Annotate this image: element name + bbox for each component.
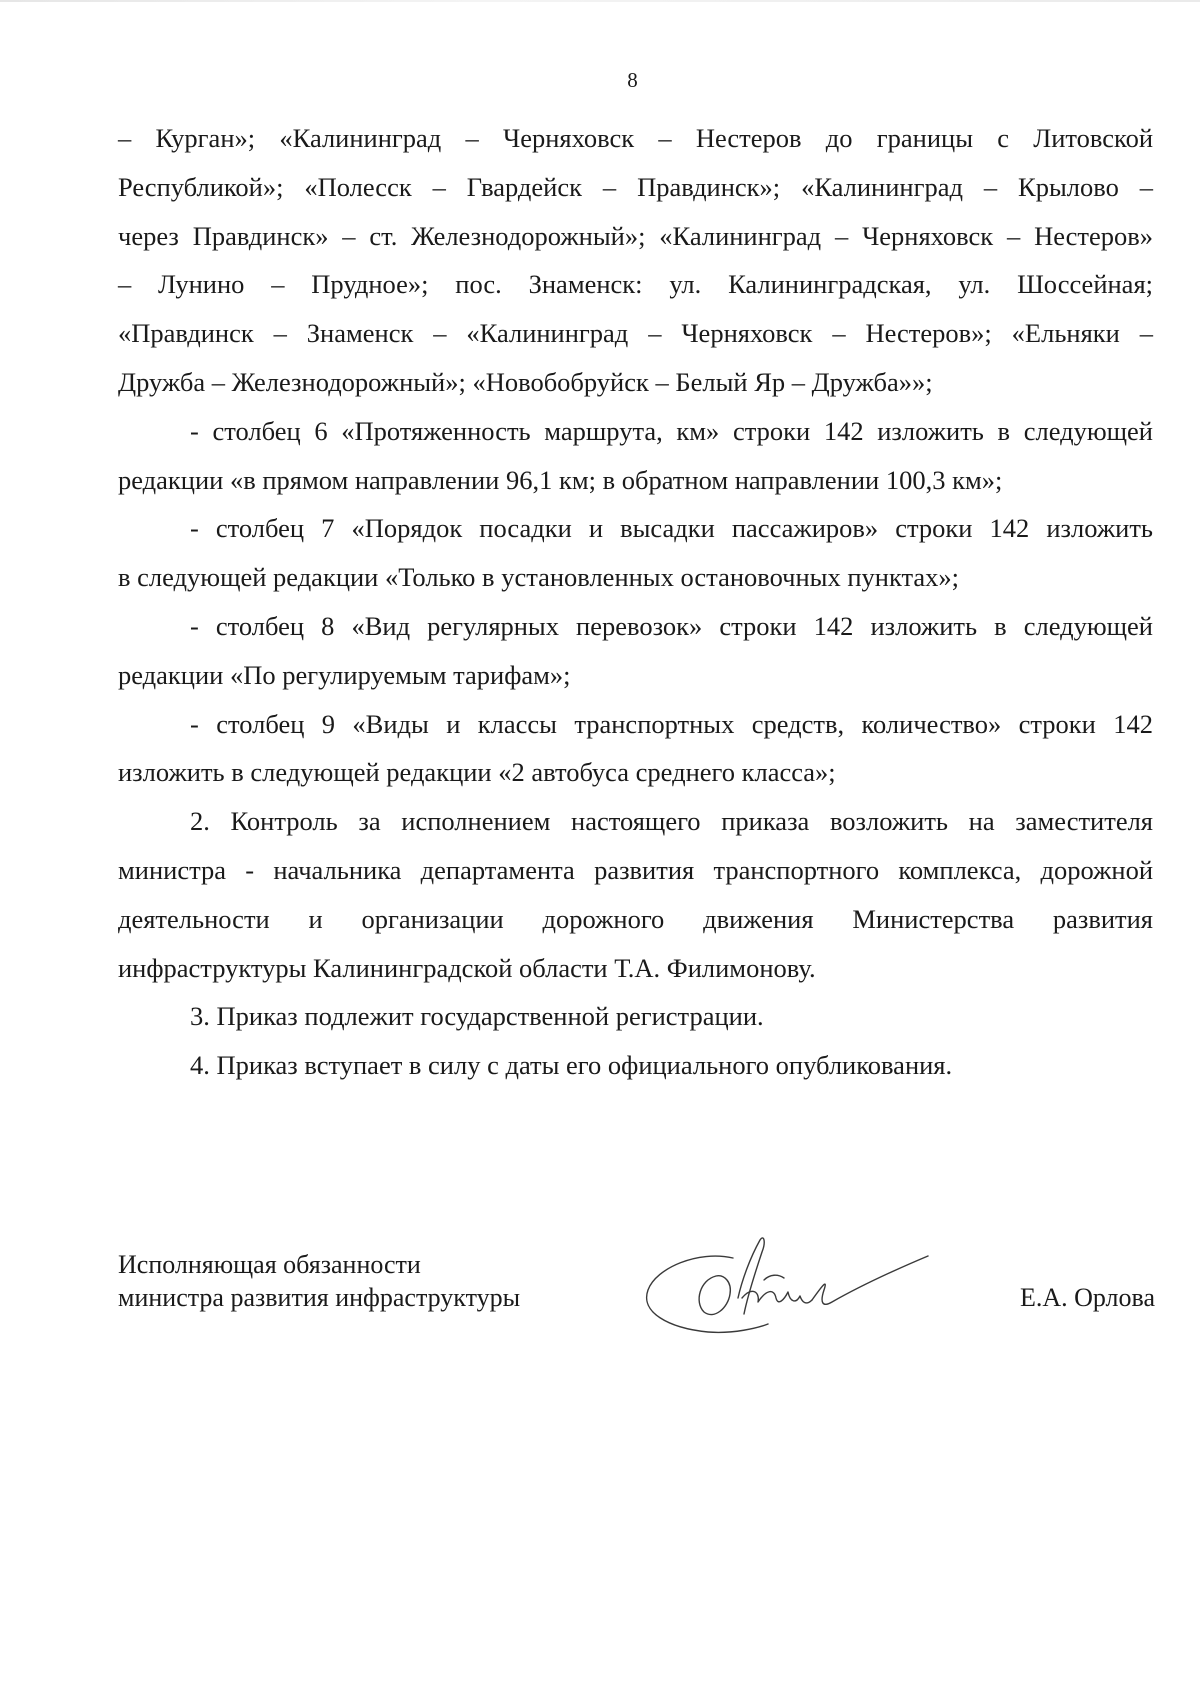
text-line: - столбец 7 «Порядок посадки и высадки пассажиров» строки 142 изложить [190,513,1153,544]
text-line: министра - начальника департамента развития транспортного комплекса, дорожной [118,854,1153,885]
text-line: - столбец 6 «Протяженность маршрута, км» строки 142 изложить в следующей [190,415,1153,446]
text-line: деятельности и организации дорожного движения Министерства развития [118,903,1153,934]
text-line: «Правдинск – Знаменск – «Калининград – Черняховск – Нестеров»; «Ельняки – [118,318,1153,349]
text-line: инфраструктуры Калининградской области Т.А. Филимонову. [118,952,816,983]
signatory-title-line-1: Исполняющая обязанности [118,1250,421,1279]
text-line: Дружба – Железнодорожный»; «Новобобруйск – Белый Яр – Дружба»»; [118,366,933,397]
signatory-name: Е.А. Орлова [1019,1283,1155,1312]
text-line: 4. Приказ вступает в силу с даты его официального опубликования. [190,1050,953,1081]
text-line: через Правдинск» – ст. Железнодорожный»; «Калининград – Черняховск – Нестеров» [118,220,1153,251]
text-line: – Лунино – Прудное»; пос. Знаменск: ул. Калининградская, ул. Шоссейная; [118,269,1153,300]
text-line: редакции «По регулируемым тарифам»; [118,659,571,690]
text-line: 3. Приказ подлежит государственной регистрации. [190,1001,764,1032]
signatory-title-line-2: министра развития инфраструктуры [118,1283,521,1312]
text-line: 2. Контроль за исполнением настоящего приказа возложить на заместителя [190,806,1153,837]
signature-block [118,1248,1158,1358]
text-line: - столбец 9 «Виды и классы транспортных средств, количество» строки 142 [190,708,1153,739]
text-line: - столбец 8 «Вид регулярных перевозок» строки 142 изложить в следующей [190,610,1153,641]
text-line: Республикой»; «Полесск – Гвардейск – Правдинск»; «Калининград – Крылово – [118,171,1153,202]
page-number: 8 [627,68,638,92]
text-line: – Курган»; «Калининград – Черняховск – Нестеров до границы с Литовской [118,123,1153,153]
document-body [118,114,1153,1090]
scan-edge [0,0,1200,2]
text-line: в следующей редакции «Только в установленных остановочных пунктах»; [118,562,960,593]
text-line: редакции «в прямом направлении 96,1 км; в обратном направлении 100,3 км»; [118,464,1003,495]
handwritten-signature [638,1228,938,1348]
text-line: изложить в следующей редакции «2 автобуса среднего класса»; [118,757,836,788]
